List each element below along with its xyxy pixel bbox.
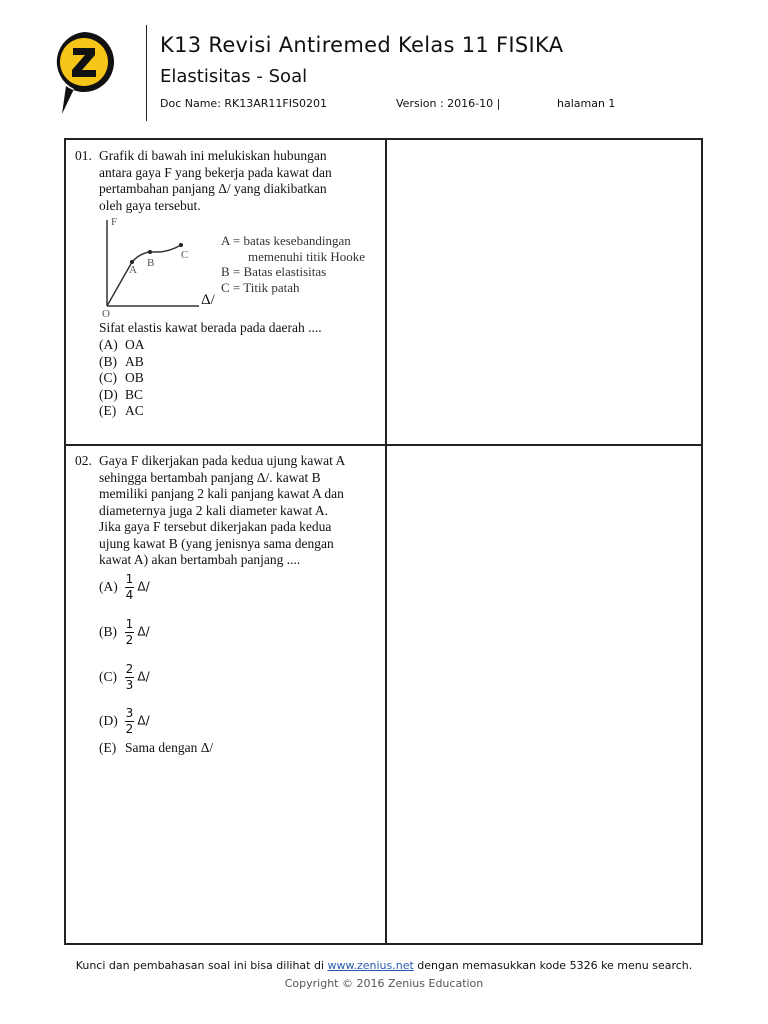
option-unit: Δ/ [137, 669, 150, 684]
question-line: oleh gaya tersebut. [99, 197, 201, 213]
point-a-label: A [129, 264, 137, 276]
question-line: ujung kawat B (yang jenisnya sama dengan [99, 535, 334, 551]
question-prompt: Sifat elastis kawat berada pada daerah .... [99, 320, 322, 335]
denominator: 4 [125, 588, 134, 602]
numerator: 3 [125, 706, 134, 720]
question-line: Gaya F dikerjakan pada kedua ujung kawat A [99, 453, 346, 468]
footer-text: Kunci dan pembahasan soal ini bisa dilihat di [75, 959, 328, 972]
legend-item: A = batas kesebandingan [221, 233, 351, 248]
option-label: (D) [99, 386, 118, 402]
point-b-label: B [147, 257, 155, 269]
denominator: 3 [125, 678, 134, 692]
origin-label: O [102, 308, 110, 320]
legend-item: B = Batas elastisitas [221, 264, 327, 279]
point-b [148, 250, 152, 254]
question-line: pertambahan panjang Δ/ yang diakibatkan [99, 181, 327, 196]
question-number: 01. [75, 148, 92, 163]
doc-version: Version : 2016-10 | [396, 97, 501, 110]
option-c[interactable] [99, 663, 150, 692]
denominator: 2 [125, 722, 134, 736]
fraction [125, 707, 134, 736]
header-divider [146, 25, 147, 121]
option-text: BC [125, 386, 144, 402]
numerator: 1 [125, 572, 134, 586]
copyright: Copyright © 2016 Zenius Education [284, 977, 484, 990]
fraction [125, 618, 134, 647]
numerator: 2 [125, 662, 134, 676]
option-label: (E) [99, 403, 117, 418]
option-label: (C) [99, 370, 117, 385]
option-b[interactable] [99, 618, 150, 647]
zenius-logo [52, 30, 116, 118]
option-label: (C) [99, 668, 117, 684]
option-b[interactable] [99, 354, 145, 371]
doc-subtitle: Elastisitas - Soal [160, 66, 308, 87]
question-line: kawat A) akan bertambah panjang .... [99, 552, 301, 567]
zenius-link[interactable]: www.zenius.net [327, 959, 414, 972]
question-line: diameternya juga 2 kali diameter kawat A. [99, 502, 329, 518]
option-text: AC [125, 403, 144, 418]
row-divider [64, 444, 703, 446]
question-number: 02. [75, 453, 92, 468]
question-1-options [99, 337, 145, 420]
option-text: OB [125, 370, 144, 385]
option-label: (A) [99, 337, 118, 352]
option-label: (E) [99, 740, 117, 755]
doc-title: K13 Revisi Antiremed Kelas 11 FISIKA [160, 33, 564, 57]
question-line: Grafik di bawah ini melukiskan hubungan [99, 148, 327, 163]
option-label: (B) [99, 623, 117, 639]
stress-strain-figure [99, 214, 379, 320]
option-d[interactable] [99, 707, 150, 736]
option-e[interactable] [99, 403, 145, 420]
option-label: (B) [99, 353, 117, 369]
option-a[interactable] [99, 573, 150, 602]
option-unit: Δ/ [137, 624, 150, 639]
option-text: OA [125, 337, 145, 352]
footer-text: dengan memasukkan kode 5326 ke menu search. [413, 959, 693, 972]
option-d[interactable] [99, 387, 145, 404]
page-number: halaman 1 [557, 97, 616, 110]
axis-x-label: Δ/ [201, 292, 215, 308]
numerator: 1 [125, 617, 134, 631]
option-label: (A) [99, 578, 118, 594]
question-2-text [99, 453, 345, 569]
option-text: AB [125, 353, 144, 369]
legend-item: memenuhi titik Hooke [248, 248, 365, 264]
option-a[interactable] [99, 337, 145, 354]
legend-item: C = Titik patah [221, 279, 300, 295]
question-line: antara gaya F yang bekerja pada kawat dan [99, 164, 332, 180]
option-unit: Δ/ [137, 713, 150, 728]
option-unit: Δ/ [137, 579, 150, 594]
question-line: Jika gaya F tersebut dikerjakan pada kedua [99, 519, 332, 534]
doc-name: Doc Name: RK13AR11FIS0201 [160, 97, 327, 110]
option-e[interactable] [99, 740, 213, 757]
option-text: Sama dengan Δ/ [125, 740, 214, 755]
figure-legend [221, 233, 365, 295]
option-c[interactable] [99, 370, 145, 387]
option-label: (D) [99, 712, 118, 728]
axis-y-label: F [111, 216, 118, 228]
question-1-text [99, 148, 332, 214]
denominator: 2 [125, 633, 134, 647]
point-c-label: C [181, 249, 189, 261]
footer-note [0, 959, 768, 972]
fraction [125, 573, 134, 602]
fraction [125, 663, 134, 692]
question-line: sehingga bertambah panjang Δ/. kawat B [99, 469, 321, 485]
question-line: memiliki panjang 2 kali panjang kawat A dan [99, 486, 344, 501]
column-divider [385, 138, 387, 945]
